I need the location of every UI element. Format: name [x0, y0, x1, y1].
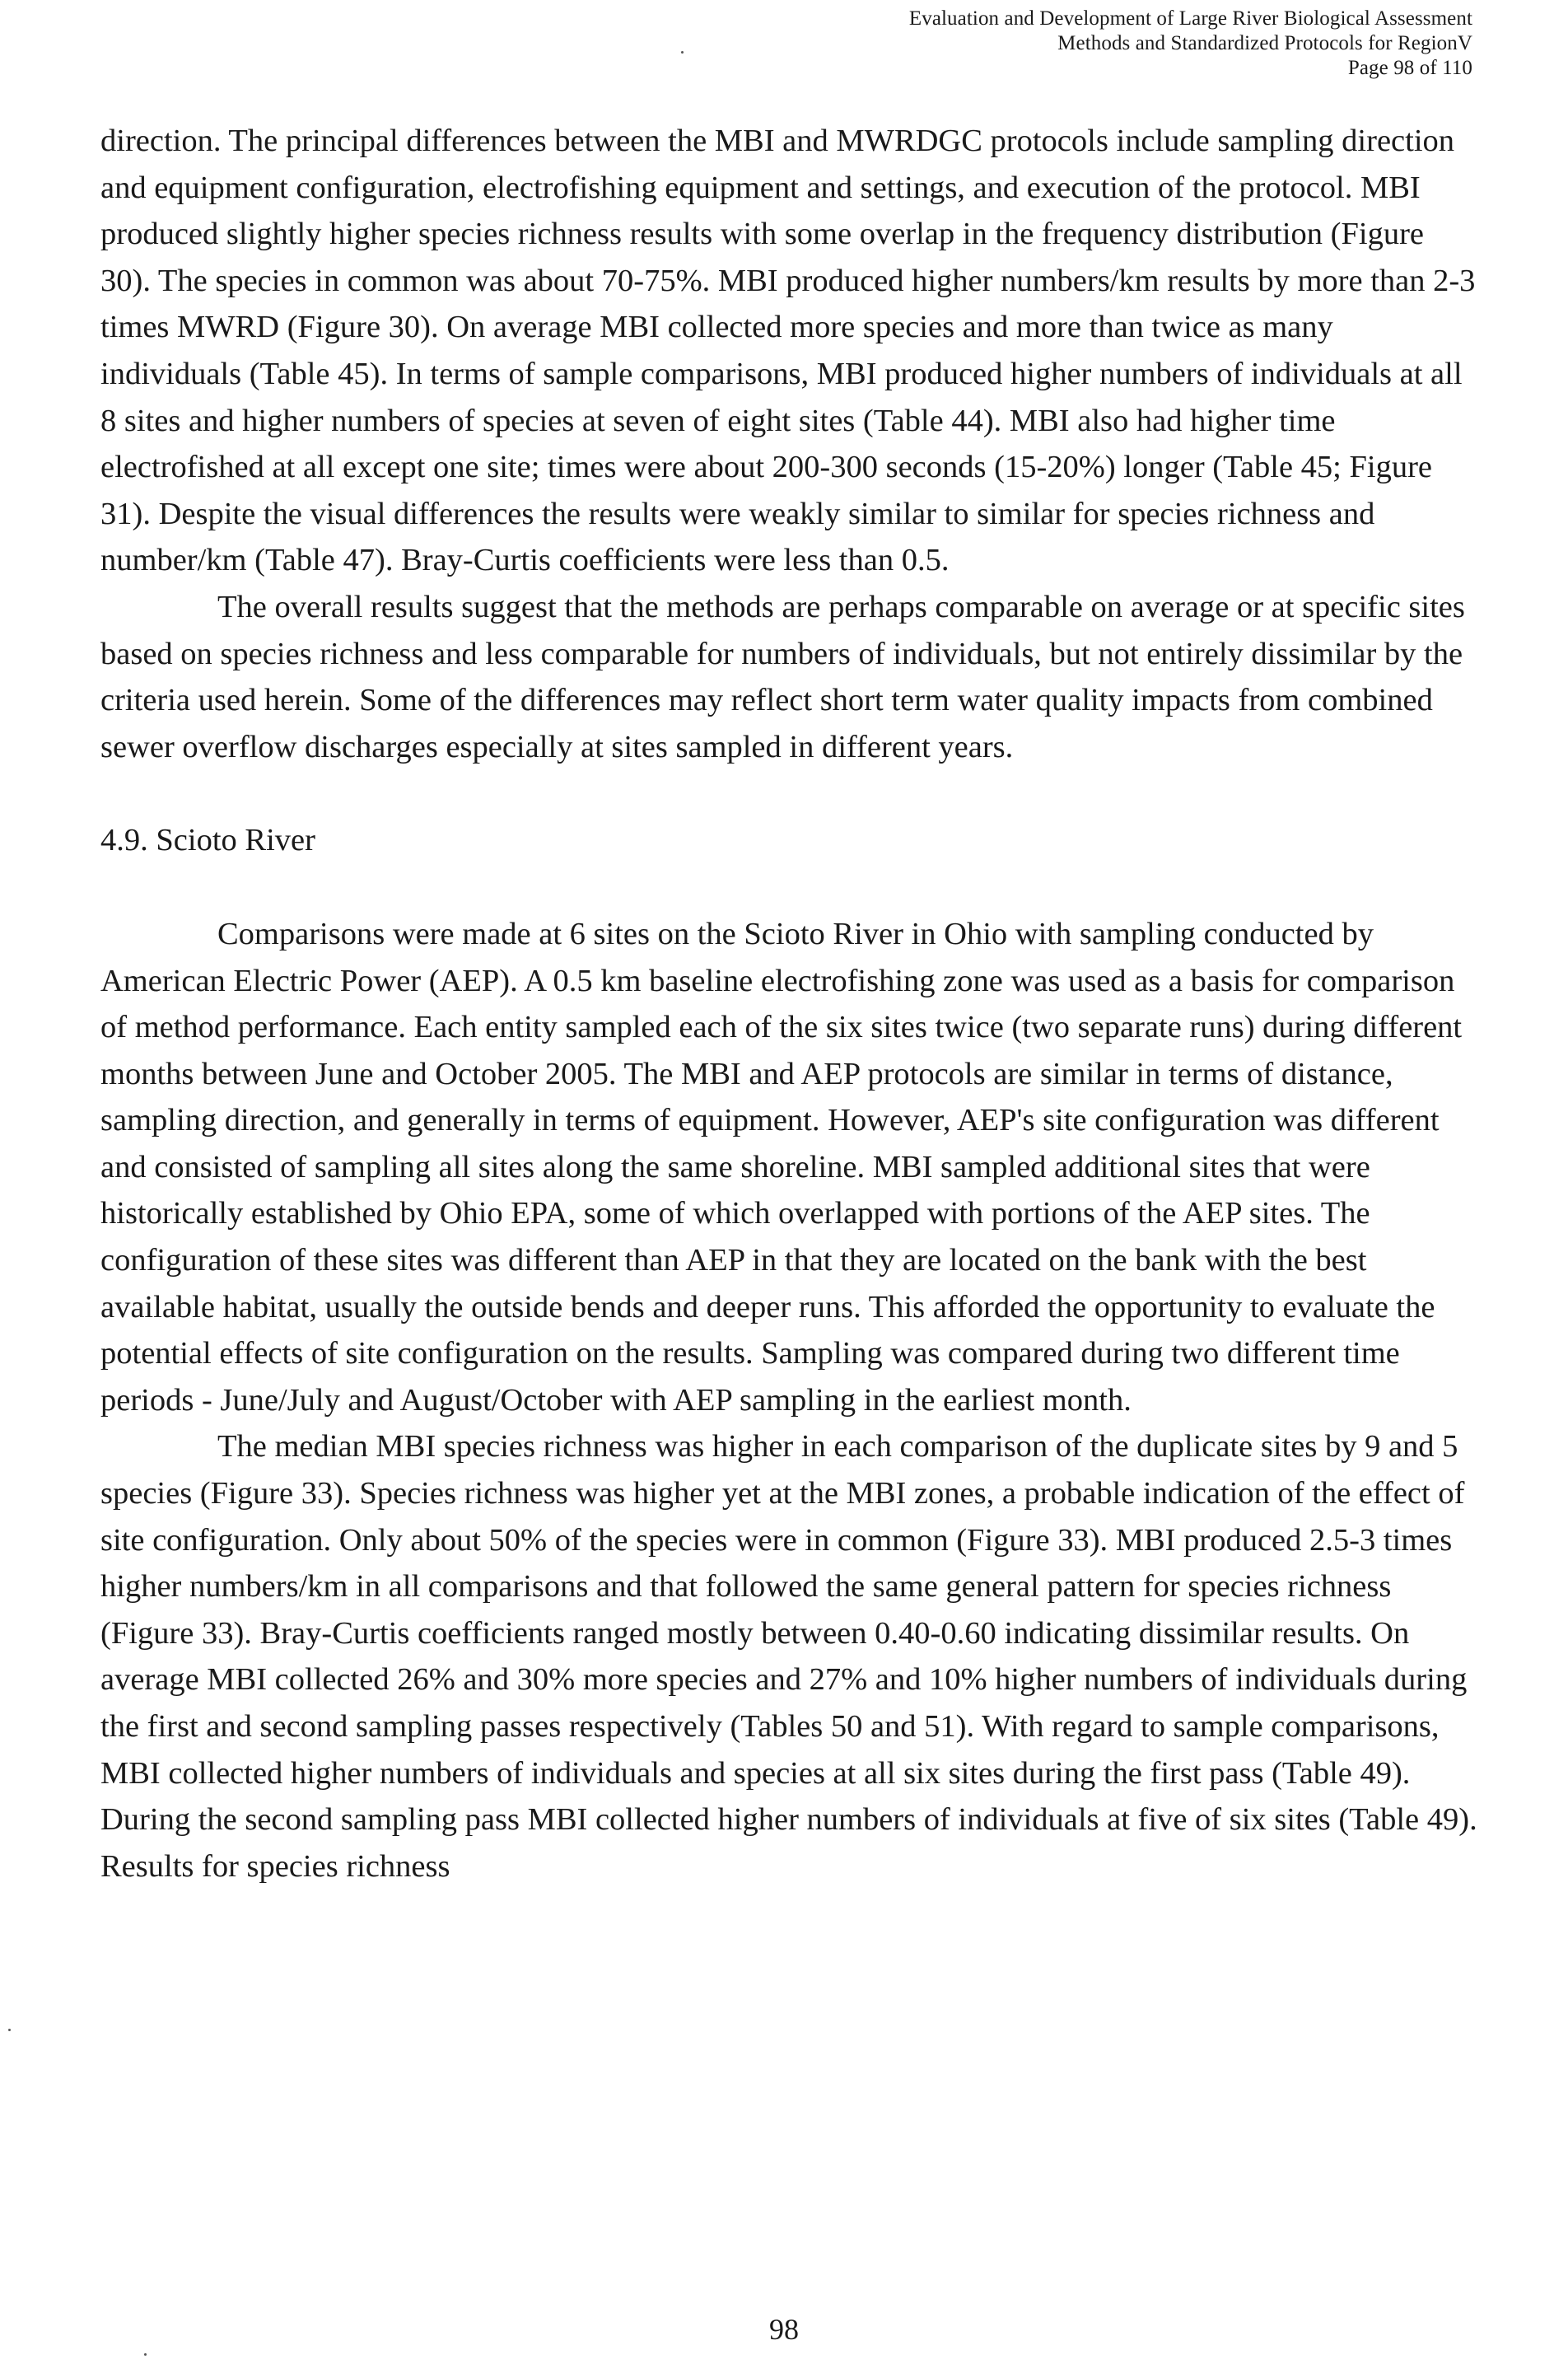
scan-speck — [8, 2029, 11, 2031]
scan-speck — [681, 51, 684, 54]
paragraph-overall-results: The overall results suggest that the methods are perhaps comparable on average or at specific sites based on species richness and less comparable for numbers of individuals, but not entirely dissimilar by the criteria used herein. Some of the differences may reflect short term water quality impacts from combined sewer overflow discharges especially at sites sampled in different years. — [100, 589, 1465, 764]
page-number: 98 — [769, 2313, 799, 2346]
header-page-indicator: Page 98 of 110 — [1347, 57, 1472, 79]
header-report-subtitle: Methods and Standardized Protocols for RegionV — [1057, 32, 1472, 54]
header-report-title: Evaluation and Development of Large River Biological Assessment — [908, 7, 1472, 30]
paragraph-scioto-comparisons: Comparisons were made at 6 sites on the Scioto River in Ohio with sampling conducted by American Electric Power (AEP). A 0.5 km baseline electrofishing zone was used as a basis for comparison of method performance. Each entity sampled each of the six sites twice (two separate runs) during different months between June and October 2005. The MBI and AEP protocols are similar in terms of distance, sampling direction, and generally in terms of equipment. However, AEP's site configuration was different and consisted of sampling all sites along the same shoreline. MBI sampled additional sites that were historically established by Ohio EPA, some of which overlapped with portions of the AEP sites. The configuration of these sites was different than AEP in that they are located on the bank with the best available habitat, usually the outside bends and deeper runs. This afforded the opportunity to evaluate the potential effects of site configuration on the results. Sampling was compared during two different time periods - June/July and August/October with AEP sampling in the earliest month. — [100, 916, 1463, 1418]
section-heading-scioto-river: 4.9. Scioto River — [100, 823, 315, 858]
paragraph-scioto-results: The median MBI species richness was higher in each comparison of the duplicate sites by 9 and 5 species (Figure 33). Species richness was higher yet at the MBI zones, a probable indication of the effect of site configuration. Only about 50% of the species were in common (Figure 33). MBI produced 2.5-3 times higher numbers/km in all comparisons and that followed the same general pattern for species richness (Figure 33). Bray-Curtis coefficients ranged mostly between 0.40-0.60 indicating dissimilar results. On average MBI collected 26% and 30% more species and 27% and 10% higher numbers of individuals during the first and second sampling passes respectively (Tables 50 and 51). With regard to sample comparisons, MBI collected higher numbers of individuals and species at all six sites during the first pass (Table 49). During the second sampling pass MBI collected higher numbers of individuals at five of six sites (Table 49). Results for species richness — [100, 1429, 1477, 1884]
paragraph-mwrdgc-comparison: direction. The principal differences between the MBI and MWRDGC protocols include sampling direction and equipment configuration, electrofishing equipment and settings, and execution of the protocol. MBI produced slightly higher species richness results with some overlap in the frequency distribution (Figure 30). The species in common was about 70-75%. MBI produced higher numbers/km results by more than 2-3 times MWRD (Figure 30). On average MBI collected more species and more than twice as many individuals (Table 45). In terms of sample comparisons, MBI produced higher numbers of individuals at all 8 sites and higher numbers of species at seven of eight sites (Table 44). MBI also had higher time electrofished at all except one site; times were about 200-300 seconds (15-20%) longer (Table 45; Figure 31). Despite the visual differences the results were weakly similar to similar for species richness and number/km (Table 47). Bray-Curtis coefficients were less than 0.5. — [100, 124, 1476, 578]
page-body — [100, 118, 1477, 1890]
scan-speck — [144, 2353, 147, 2356]
running-header — [909, 7, 1472, 81]
